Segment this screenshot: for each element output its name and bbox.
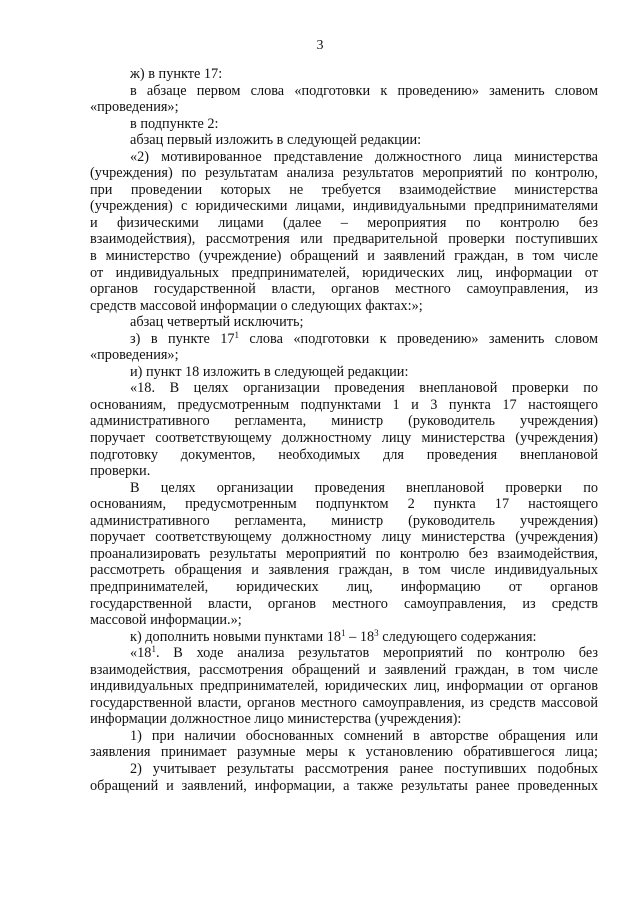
line-text: основаниям, предусмотренным подпунктами 1 и 3 пункта 17 настоящего xyxy=(90,396,598,413)
text-line xyxy=(90,695,598,712)
line-text: индивидуальных предпринимателей, юридических лиц, информации от органов xyxy=(90,678,598,695)
text-line xyxy=(90,231,598,248)
text-line xyxy=(90,331,598,348)
text-line xyxy=(90,579,598,596)
line-text: . В ходе анализа результатов мероприятий по контролю без xyxy=(155,645,598,662)
line-text: «проведения»; xyxy=(90,99,179,116)
text-line xyxy=(90,182,598,199)
line-text: заявления принимает разумные меры к установлению обратившегося лица; xyxy=(90,744,598,761)
line-text: в министерство (учреждение) обращений и заявлений граждан, в том числе xyxy=(90,248,598,265)
text-line xyxy=(90,513,598,530)
text-line xyxy=(90,83,598,100)
line-text: взаимодействия, рассмотрения обращений и заявлений граждан, в том числе xyxy=(90,661,598,678)
line-text: (учреждения) с юридическими лицами, индивидуальными предпринимателями xyxy=(90,198,598,215)
line-text: рассмотреть обращения и заявления граждан, в том числе индивидуальных xyxy=(90,562,598,579)
text-line xyxy=(90,413,598,430)
superscript: 1 xyxy=(151,644,156,655)
line-text: (учреждения) по результатам анализа результатов мероприятий по контролю, xyxy=(90,165,598,182)
text-line xyxy=(90,66,598,83)
text-line xyxy=(90,562,598,579)
text-line xyxy=(90,546,598,563)
line-text: В целях организации проведения внеплановой проверки по xyxy=(130,479,598,496)
text-line xyxy=(90,165,598,182)
text-line xyxy=(90,447,598,464)
text-line xyxy=(90,149,598,166)
text-line xyxy=(90,347,598,364)
line-text: при проведении которых не требуется взаимодействие министерства xyxy=(90,181,598,198)
line-text: административного регламента, министр (руководитель учреждения) xyxy=(90,512,598,529)
text-line xyxy=(90,629,598,646)
line-text: от индивидуальных предпринимателей, юридических лиц, информации от xyxy=(90,264,598,281)
text-line xyxy=(90,711,598,728)
line-text: административного регламента, министр (руководитель учреждения) xyxy=(90,413,598,430)
text-line xyxy=(90,728,598,745)
text-line xyxy=(90,298,598,315)
line-text: проанализировать результаты мероприятий по контролю без взаимодействия, xyxy=(90,545,598,562)
text-line xyxy=(90,314,598,331)
line-text: и физическими лицами (далее – мероприятия по контролю без xyxy=(90,214,598,231)
line-text: взаимодействия), рассмотрения или предварительной проверки поступивших xyxy=(90,231,598,248)
line-text: в абзаце первом слова «подготовки к проведению» заменить словом xyxy=(130,82,598,99)
text-line xyxy=(90,265,598,282)
text-line xyxy=(90,430,598,447)
line-text: – 18 xyxy=(345,628,375,645)
text-line xyxy=(90,116,598,133)
text-line xyxy=(90,380,598,397)
text-line xyxy=(90,744,598,761)
line-text: информации должностное лицо министерства (учреждения): xyxy=(90,711,462,728)
document-body xyxy=(90,66,598,794)
text-line xyxy=(90,645,598,662)
text-line xyxy=(90,662,598,679)
text-line xyxy=(90,397,598,414)
line-text: государственной власти, органов местного самоуправления, из средств массовой xyxy=(90,694,598,711)
line-text: 1) при наличии обоснованных сомнений в авторстве обращения или xyxy=(130,727,598,744)
line-text: и) пункт 18 изложить в следующей редакции: xyxy=(130,363,409,380)
line-text: слова «подготовки к проведению» заменить словом xyxy=(239,330,599,347)
line-text: в подпункте 2: xyxy=(130,115,219,132)
line-text: основаниям, предусмотренным подпунктом 2 пункта 17 настоящего xyxy=(90,496,598,513)
text-line xyxy=(90,215,598,232)
line-text: проверки. xyxy=(90,463,151,480)
text-line xyxy=(90,132,598,149)
text-line xyxy=(90,761,598,778)
superscript: 3 xyxy=(374,627,379,638)
line-text: массовой информации.»; xyxy=(90,612,242,629)
text-line xyxy=(90,596,598,613)
line-text: «18 xyxy=(130,645,152,662)
text-line xyxy=(90,612,598,629)
line-text: «18. В целях организации проведения внеплановой проверки по xyxy=(130,380,598,397)
line-text: обращений и заявлений, информации, а также результаты ранее проведенных xyxy=(90,777,598,794)
text-line xyxy=(90,496,598,513)
text-line xyxy=(90,480,598,497)
line-text: з) в пункте 17 xyxy=(130,330,235,347)
superscript: 1 xyxy=(234,329,240,340)
text-line xyxy=(90,248,598,265)
text-line xyxy=(90,678,598,695)
text-line xyxy=(90,364,598,381)
text-line xyxy=(90,281,598,298)
line-text: абзац четвертый исключить; xyxy=(130,314,304,331)
line-text: абзац первый изложить в следующей редакции: xyxy=(130,132,422,149)
text-line xyxy=(90,463,598,480)
line-text: «2) мотивированное представление должностного лица министерства xyxy=(130,148,598,165)
line-text: к) дополнить новыми пунктами 18 xyxy=(130,628,342,645)
page-number: 3 xyxy=(316,38,324,53)
line-text: органов государственной власти, органов местного самоуправления, из xyxy=(90,281,598,298)
line-text: следующего содержания: xyxy=(378,628,537,645)
superscript: 1 xyxy=(341,627,346,638)
line-text: «проведения»; xyxy=(90,347,179,364)
line-text: 2) учитывает результаты рассмотрения ранее поступивших подобных xyxy=(130,760,598,777)
line-text: ж) в пункте 17: xyxy=(130,66,223,82)
line-text: средств массовой информации о следующих фактах:»; xyxy=(90,297,423,314)
text-line xyxy=(90,99,598,116)
line-text: государственной власти, органов местного самоуправления, из средств xyxy=(90,595,598,612)
line-text: поручает соответствующему должностному лицу министерства (учреждения) xyxy=(90,529,598,546)
line-text: предпринимателей, юридических лиц, информацию от органов xyxy=(90,578,598,595)
text-line xyxy=(90,778,598,795)
line-text: подготовку документов, необходимых для проведения внеплановой xyxy=(90,446,598,463)
text-line xyxy=(90,198,598,215)
text-line xyxy=(90,529,598,546)
line-text: поручает соответствующему должностному лицу министерства (учреждения) xyxy=(90,430,598,447)
